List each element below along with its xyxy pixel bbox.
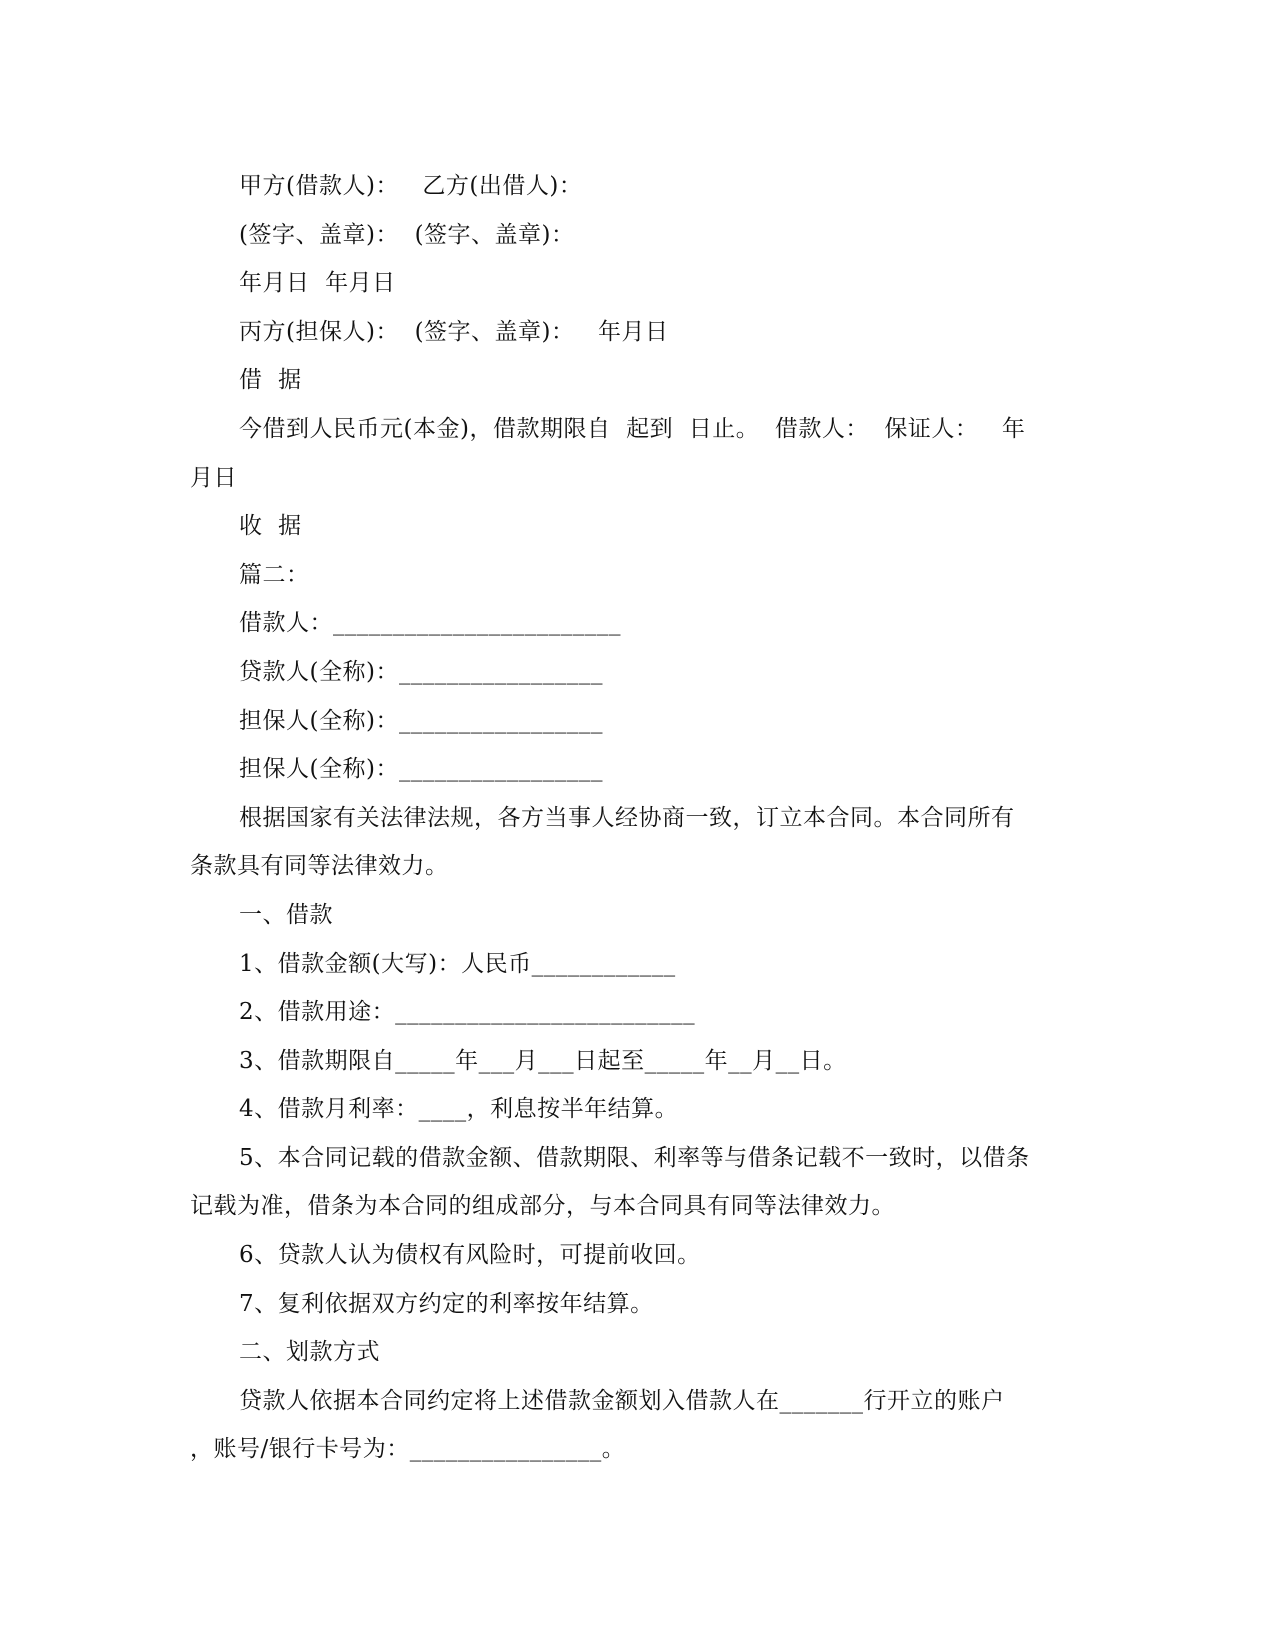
compound-interest-clause: 7、复利依据双方约定的利率按年结算。 — [239, 1290, 654, 1317]
consistency-clause-continued: 记载为准，借条为本合同的组成部分，与本合同具有同等法律效力。 — [190, 1193, 895, 1220]
iou-heading: 借 据 — [239, 367, 302, 394]
loan-amount-clause: 1、借款金额(大写)：人民币____________ — [239, 950, 676, 977]
interest-rate-clause: 4、借款月利率：____，利息按半年结算。 — [239, 1096, 679, 1123]
loan-purpose-clause: 2、借款用途：_________________________ — [239, 999, 696, 1026]
document-body — [190, 162, 1070, 1474]
iou-body: 今借到人民币元(本金)，借款期限自 起到 日止。 借款人： 保证人： 年 — [239, 415, 1026, 442]
preamble-paragraph-continued: 条款具有同等法律效力。 — [190, 853, 449, 880]
transfer-clause-continued: ，账号/银行卡号为：________________。 — [190, 1436, 626, 1463]
early-recall-clause: 6、贷款人认为债权有风险时，可提前收回。 — [239, 1242, 701, 1269]
preamble-paragraph: 根据国家有关法律法规，各方当事人经协商一致，订立本合同。本合同所有 — [239, 804, 1015, 831]
signature-line: (签字、盖章)： (签字、盖章)： — [239, 221, 575, 248]
transfer-clause: 贷款人依据本合同约定将上述借款金额划入借款人在_______行开立的账户 — [239, 1387, 1005, 1414]
iou-body-continued: 月日 — [190, 464, 237, 491]
loan-section-heading: 一、借款 — [239, 901, 333, 928]
borrower-field: 借款人：________________________ — [239, 610, 621, 637]
section-two-heading: 篇二： — [239, 561, 310, 588]
receipt-heading: 收 据 — [239, 513, 302, 540]
party-a-b-line: 甲方(借款人)： 乙方(出借人)： — [239, 173, 583, 199]
consistency-clause: 5、本合同记载的借款金额、借款期限、利率等与借条记载不一致时，以借条 — [239, 1144, 1030, 1171]
guarantor-line: 丙方(担保人)： (签字、盖章)： 年月日 — [239, 318, 669, 345]
guarantor-field-2: 担保人(全称)：_________________ — [239, 756, 603, 783]
date-line: 年月日 年月日 — [239, 270, 396, 297]
guarantor-field-1: 担保人(全称)：_________________ — [239, 707, 603, 734]
transfer-section-heading: 二、划款方式 — [239, 1339, 380, 1366]
lender-field: 贷款人(全称)：_________________ — [239, 658, 603, 685]
loan-term-clause: 3、借款期限自_____年___月___日起至_____年__月__日。 — [239, 1047, 847, 1074]
